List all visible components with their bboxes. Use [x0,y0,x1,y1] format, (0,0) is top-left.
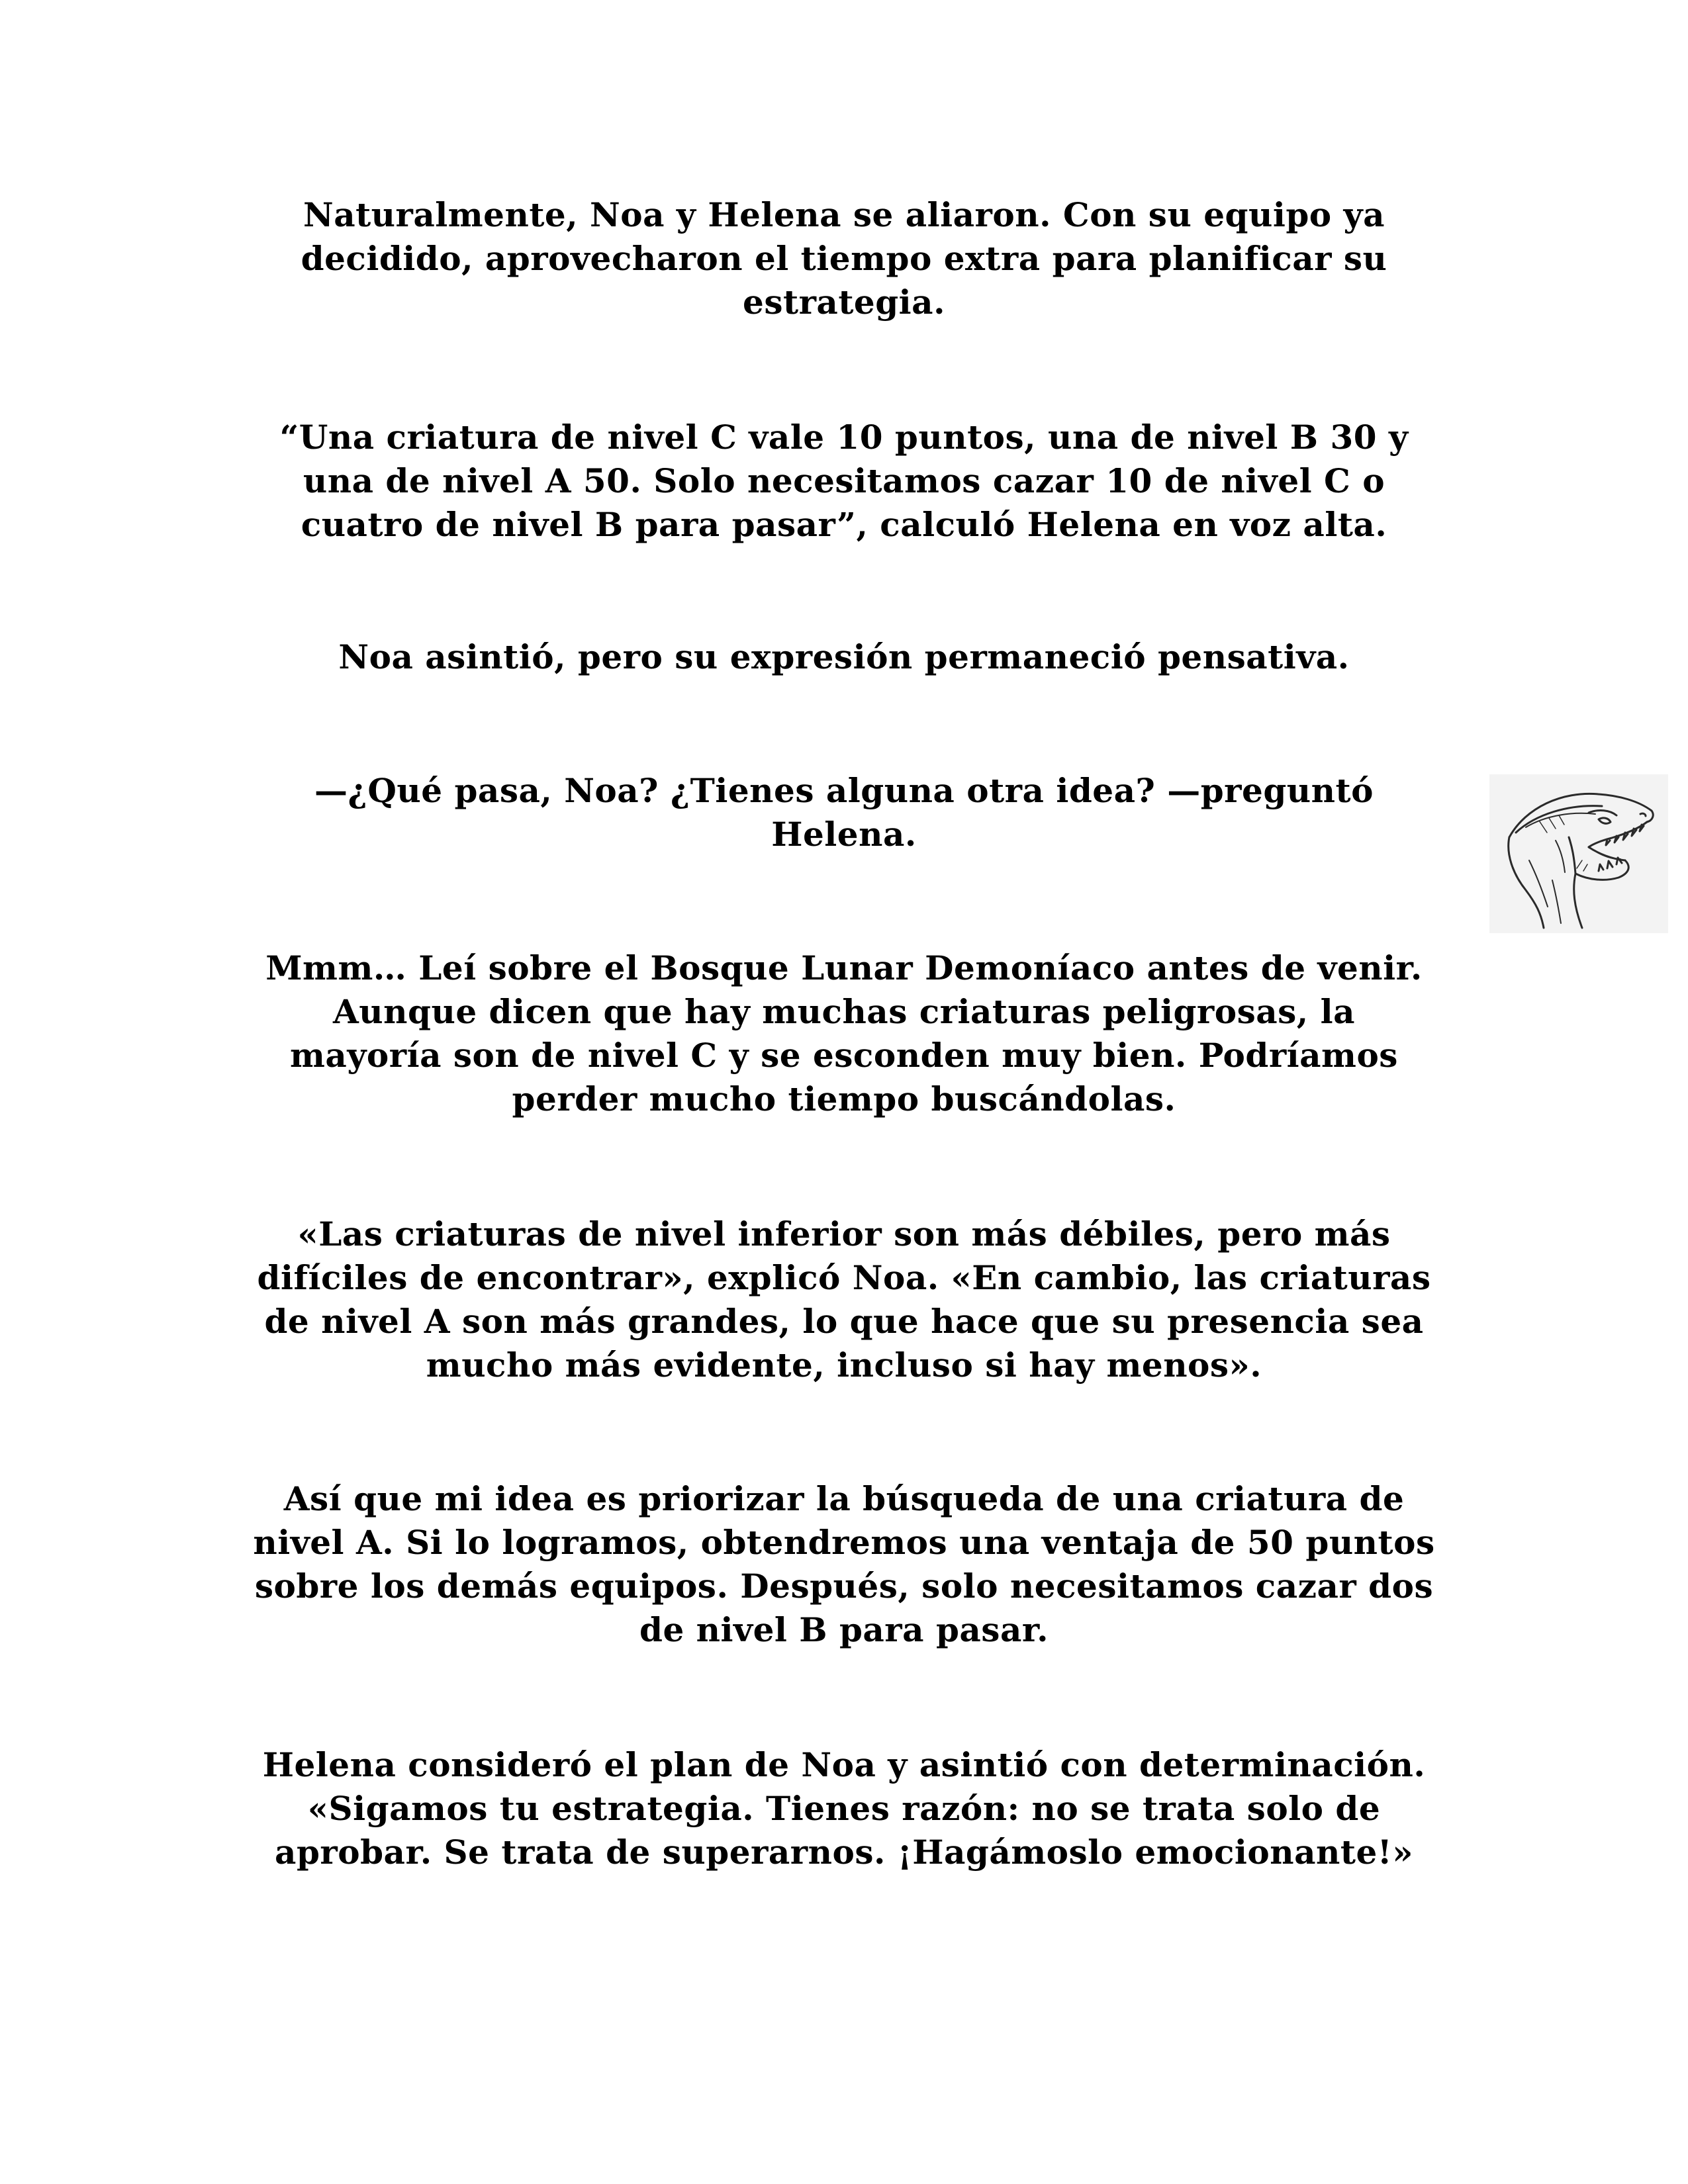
paragraph-line: sobre los demás equipos. Después, solo necesitamos cazar dos [254,1567,1434,1606]
paragraph-3 [232,635,1456,679]
paragraph-line: perder mucho tiempo buscándolas. [512,1079,1176,1118]
paragraph-line: mucho más evidente, incluso si hay menos». [426,1345,1262,1385]
paragraph-1 [232,193,1456,324]
paragraph-5 [232,946,1456,1121]
paragraph-line: de nivel B para pasar. [639,1610,1049,1649]
paragraph-line: de nivel A son más grandes, lo que hace que su presencia sea [264,1302,1424,1341]
paragraph-line: mayoría son de nivel C y se esconden muy bien. Podríamos [290,1036,1398,1075]
paragraph-line: cuatro de nivel B para pasar”, calculó Helena en voz alta. [301,505,1387,544]
paragraph-line: Helena. [771,815,917,854]
paragraph-line: «Las criaturas de nivel inferior son más débiles, pero más [297,1214,1391,1253]
paragraph-line: difíciles de encontrar», explicó Noa. «En cambio, las criaturas [257,1258,1431,1297]
paragraph-2 [232,416,1456,547]
dinosaur-head-sketch-icon [1489,774,1668,933]
paragraph-line: decidido, aprovecharon el tiempo extra para planificar su [301,239,1387,278]
paragraph-line: Aunque dicen que hay muchas criaturas peligrosas, la [333,992,1355,1031]
paragraph-4 [232,769,1456,856]
paragraph-line: “Una criatura de nivel C vale 10 puntos, una de nivel B 30 y [279,418,1409,457]
paragraph-6 [232,1212,1456,1387]
paragraph-line: Noa asintió, pero su expresión permaneció pensativa. [338,637,1350,676]
paragraph-line: estrategia. [743,283,945,322]
paragraph-line: Helena consideró el plan de Noa y asintió con determinación. [262,1745,1426,1784]
paragraph-line: nivel A. Si lo logramos, obtendremos una ventaja de 50 puntos [253,1523,1435,1562]
paragraph-line: Naturalmente, Noa y Helena se aliaron. Con su equipo ya [303,195,1385,234]
paragraph-line: aprobar. Se trata de superarnos. ¡Hagámoslo emocionante!» [275,1833,1413,1872]
paragraph-line: —¿Qué pasa, Noa? ¿Tienes alguna otra idea? —preguntó [314,771,1374,810]
paragraph-line: una de nivel A 50. Solo necesitamos cazar 10 de nivel C o [303,461,1385,500]
paragraph-line: Mmm… Leí sobre el Bosque Lunar Demoníaco antes de venir. [265,948,1423,987]
paragraph-8 [232,1743,1456,1874]
paragraph-line: Así que mi idea es priorizar la búsqueda de una criatura de [283,1479,1405,1518]
paragraph-7 [232,1477,1456,1652]
paragraph-line: «Sigamos tu estrategia. Tienes razón: no se trata solo de [307,1789,1381,1828]
